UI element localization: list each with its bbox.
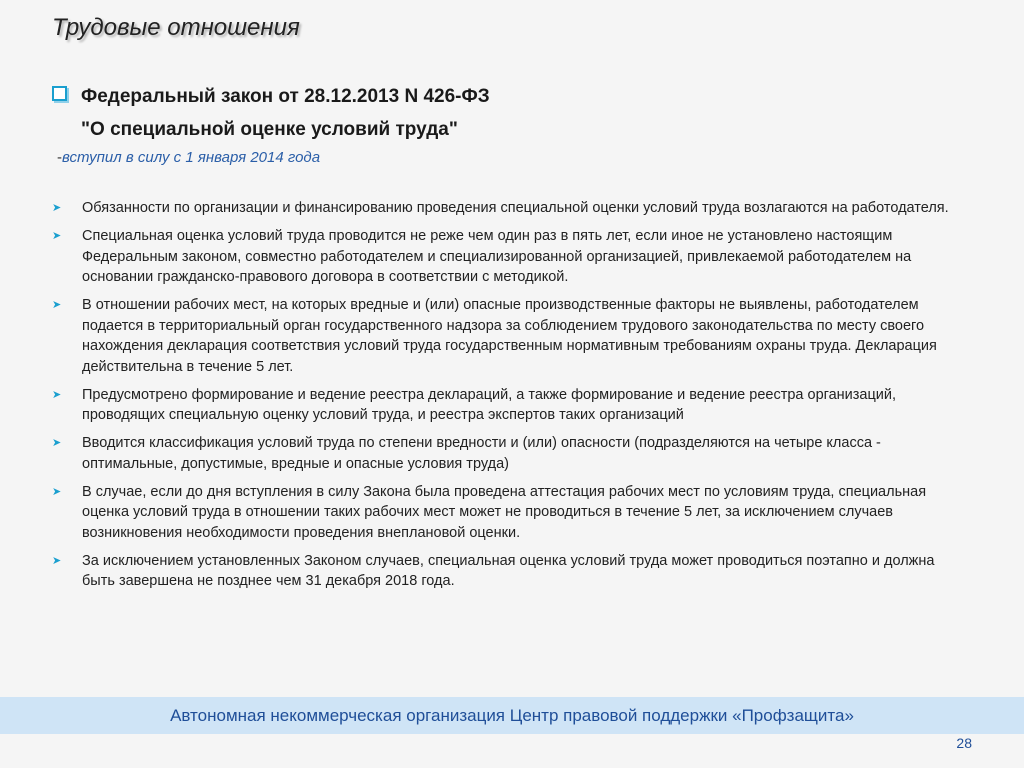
effective-dash: -: [57, 149, 62, 166]
list-item: [52, 482, 952, 544]
arrow-bullet-icon: ➤: [52, 437, 62, 449]
footer-text: Автономная некоммерческая организация Центр правовой поддержки «Профзащита»: [170, 705, 854, 725]
list-item: [52, 433, 952, 474]
effective-text: вступил в силу с 1 января 2014 года: [62, 149, 321, 166]
arrow-bullet-icon: ➤: [52, 299, 62, 311]
provisions-list: [52, 198, 952, 599]
law-heading: [52, 80, 952, 146]
list-item-text: За исключением установленных Законом случаев, специальная оценка условий труда может проводиться поэтапно и должна быть завершена не позднее чем 31 декабря 2018 года.: [82, 552, 935, 589]
arrow-bullet-icon: ➤: [52, 554, 62, 567]
list-item-text: Обязанности по организации и финансированию проведения специальной оценки условий труда возлагаются на работодателя.: [82, 200, 949, 216]
list-item: [52, 385, 952, 426]
list-item-text: Вводится классификация условий труда по степени вредности и (или) опасности (подразделяются на четыре класса - оптимальные, допустимые, вредные и опасные условия труда): [82, 435, 881, 472]
list-item: [52, 295, 952, 377]
footer-bar: [0, 697, 1024, 734]
list-item-text: В отношении рабочих мест, на которых вредные и (или) опасные производственные факторы не выявлены, работодателем подается в территориальный орган государственного надзора за соблюдением трудового законодательства по месту своего нахождения декларация соответствия условий труда государственным нормативным требованиям охраны труда. Декларация действительна в течение 5 лет.: [82, 297, 937, 375]
effective-date: [57, 149, 320, 166]
law-heading-line2: "О специальной оценке условий труда": [81, 119, 458, 140]
page-number: 28: [956, 735, 972, 751]
list-item-text: Специальная оценка условий труда проводится не реже чем один раз в пять лет, если иное не установлено настоящим Федеральным законом, совместно работодателем и специализированной организацией, привлекаемой работодателем на основании гражданско-правового договора в соответствии с методикой.: [82, 228, 912, 285]
arrow-bullet-icon: ➤: [52, 485, 62, 498]
page-title: Трудовые отношения: [52, 14, 300, 41]
list-item-text: Предусмотрено формирование и ведение реестра деклараций, а также формирование и ведение реестра организаций, проводящих специальную оценку условий труда, и реестра экспертов таких организаций: [82, 386, 897, 423]
list-item-text: В случае, если до дня вступления в силу Закона была проведена аттестация рабочих мест по условиям труда, специальная оценка условий труда в отношении таких рабочих мест может не проводиться в течение 5 лет, за исключением случаев возникновения необходимости проведения внеплановой оценки.: [82, 483, 927, 541]
list-item: [52, 226, 952, 288]
arrow-bullet-icon: ➤: [52, 230, 62, 242]
arrow-bullet-icon: ➤: [52, 388, 62, 401]
law-heading-line1: Федеральный закон от 28.12.2013 N 426-ФЗ: [81, 86, 490, 107]
list-item: [52, 551, 952, 592]
list-item: [52, 198, 952, 219]
square-bullet-icon: [52, 86, 67, 101]
arrow-bullet-icon: ➤: [52, 202, 62, 214]
